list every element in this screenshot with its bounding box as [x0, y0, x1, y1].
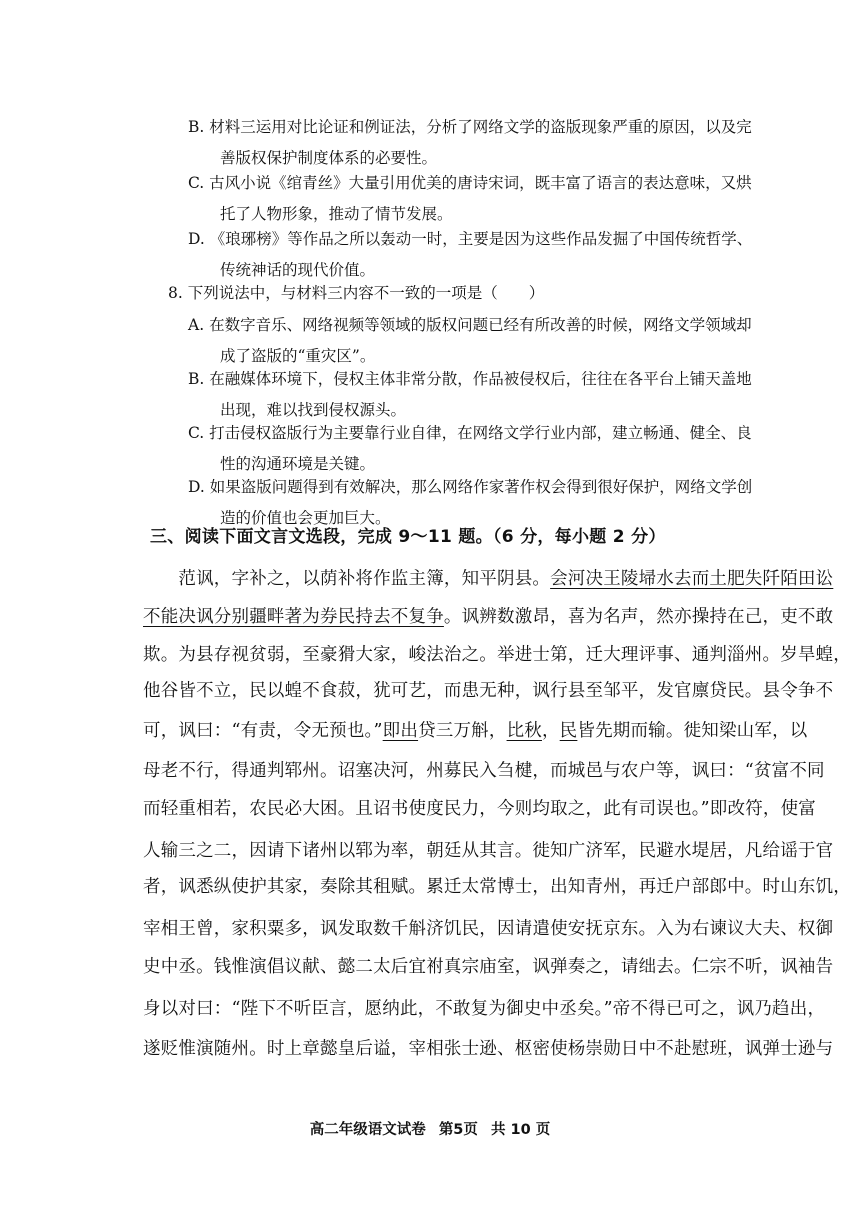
- option-text-line2: 出现，难以找到侵权源头。: [220, 401, 407, 419]
- passage-line: 他谷皆不立，民以蝗不食菽，犹可艺，而患无种，讽行县至邹平，发官廪贷民。县令争不: [143, 681, 834, 701]
- passage-text: 皆先期而输。徙知梁山军，以: [577, 721, 808, 741]
- option-text-line1: 在数字音乐、网络视频等领域的版权问题已经有所改善的时候，网络文学领域却: [209, 316, 752, 334]
- option-text-line1: 如果盗版问题得到有效解决，那么网络作家著作权会得到很好保护，网络文学创: [209, 478, 753, 496]
- option-letter: B.: [188, 370, 205, 388]
- passage-line: 人输三之二，因请下诸州以郓为率，朝廷从其言。徙知广济军，民避水堤居，凡给谣于官: [143, 841, 834, 861]
- option-letter: C.: [188, 424, 205, 442]
- option-text-line1: 《琅琊榜》等作品之所以轰动一时，主要是因为这些作品发掘了中国传统哲学、: [209, 230, 753, 248]
- underlined-word: 即出: [382, 721, 419, 741]
- passage-line: 者，讽悉纵使护其家，奏除其租赋。累迁太常博士，出知青州，再迁户部郎中。时山东饥，: [143, 877, 851, 897]
- option-text-line2: 性的沟通环境是关键。: [220, 455, 376, 473]
- passage-line: [143, 564, 833, 594]
- passage-text: 范讽，字补之，以荫补将作监主簿，知平阴县。: [143, 569, 551, 589]
- section-heading: 三、阅读下面文言文选段，完成 9～11 题。（6 分，每小题 2 分）: [150, 527, 666, 547]
- option-text-line2: 造的价值也会更加巨大。: [220, 509, 391, 527]
- option-text-line1: 古风小说《绾青丝》大量引用优美的唐诗宋词，既丰富了语言的表达意味，又烘: [209, 174, 752, 192]
- underlined-sentence: 会河决王陵埽水去而土肥失阡陌田讼: [550, 569, 834, 589]
- option-text-line2: 托了人物形象，推动了情节发展。: [220, 205, 453, 223]
- footer-title: 高二年级语文试卷: [309, 1122, 426, 1138]
- option-text-line2: 善版权保护制度体系的必要性。: [220, 149, 438, 167]
- q8-option-c: [188, 418, 808, 480]
- option-text-line1: 材料三运用对比论证和例证法，分析了网络文学的盗版现象严重的原因，以及完: [209, 118, 752, 136]
- option-text-line2: 传统神话的现代价值。: [220, 261, 376, 279]
- passage-text: 。讽辨数激昂，喜为名声，然亦操持在己，吏不敢: [443, 607, 834, 627]
- underlined-sentence: 不能决讽分别疆畔著为券民持去不复争: [143, 607, 444, 627]
- option-letter: A.: [188, 316, 205, 334]
- passage-text: 贷三万斛，: [418, 721, 507, 741]
- passage-line: [143, 602, 833, 632]
- passage-text: 可，讽曰：“有责，令无预也。”: [143, 721, 383, 741]
- page-footer: [0, 1118, 860, 1139]
- footer-page-number: 第5页: [438, 1122, 478, 1138]
- passage-line: 欺。为县存视贫弱，至豪猾大家，峻法治之。举进士第，迁大理评事、通判淄州。岁旱蝗，: [143, 645, 851, 665]
- passage-line: 宰相王曾，家积粟多，讽发取数千斛济饥民，因请遣使安抚京东。入为右谏议大夫、权御: [143, 919, 834, 939]
- passage-line: 而轻重相若，农民必大困。且诏书使度民力，今则均取之，此有司误也。”即改符，使富: [143, 799, 816, 819]
- underlined-word: 比秋: [506, 721, 542, 741]
- passage-line: 母老不行，得通判郓州。诏塞决河，州募民入刍楗，而城邑与农户等，讽曰：“贫富不同: [143, 761, 825, 781]
- q7-option-b: [188, 112, 808, 174]
- q7-option-d: [188, 224, 808, 286]
- passage-line: [143, 716, 807, 746]
- option-text-line1: 打击侵权盗版行为主要靠行业自律，在网络文学行业内部，建立畅通、健全、良: [209, 424, 752, 442]
- passage-line: 身以对曰：“陛下不听臣言，愿纳此，不敢复为御史中丞矣。”帝不得已可之，讽乃趋出，: [143, 999, 826, 1019]
- footer-total-pages: 共 10 页: [490, 1122, 551, 1138]
- q8-option-a: [188, 310, 808, 372]
- option-letter: D.: [188, 478, 205, 496]
- passage-line: 遂贬惟演随州。时上章懿皇后谥，宰相张士逊、枢密使杨崇勋日中不赴慰班，讽弹士逊与: [143, 1039, 834, 1059]
- q8-option-b: [188, 364, 808, 426]
- q8-stem: 8. 下列说法中，与材料三内容不一致的一项是（ ）: [168, 284, 545, 302]
- passage-line: 史中丞。钱惟演倡议献、懿二太后宜祔真宗庙室，讽弹奏之，请绌去。仁宗不听，讽袖告: [143, 957, 834, 977]
- option-letter: C.: [188, 174, 205, 192]
- option-text-line2: 成了盗版的“重灾区”。: [220, 347, 376, 365]
- q7-option-c: [188, 168, 808, 230]
- underlined-word: 民: [559, 721, 578, 741]
- option-letter: B.: [188, 118, 205, 136]
- passage-text: ，: [541, 721, 560, 741]
- option-letter: D.: [188, 230, 205, 248]
- option-text-line1: 在融媒体环境下，侵权主体非常分散，作品被侵权后，往往在各平台上铺天盖地: [209, 370, 752, 388]
